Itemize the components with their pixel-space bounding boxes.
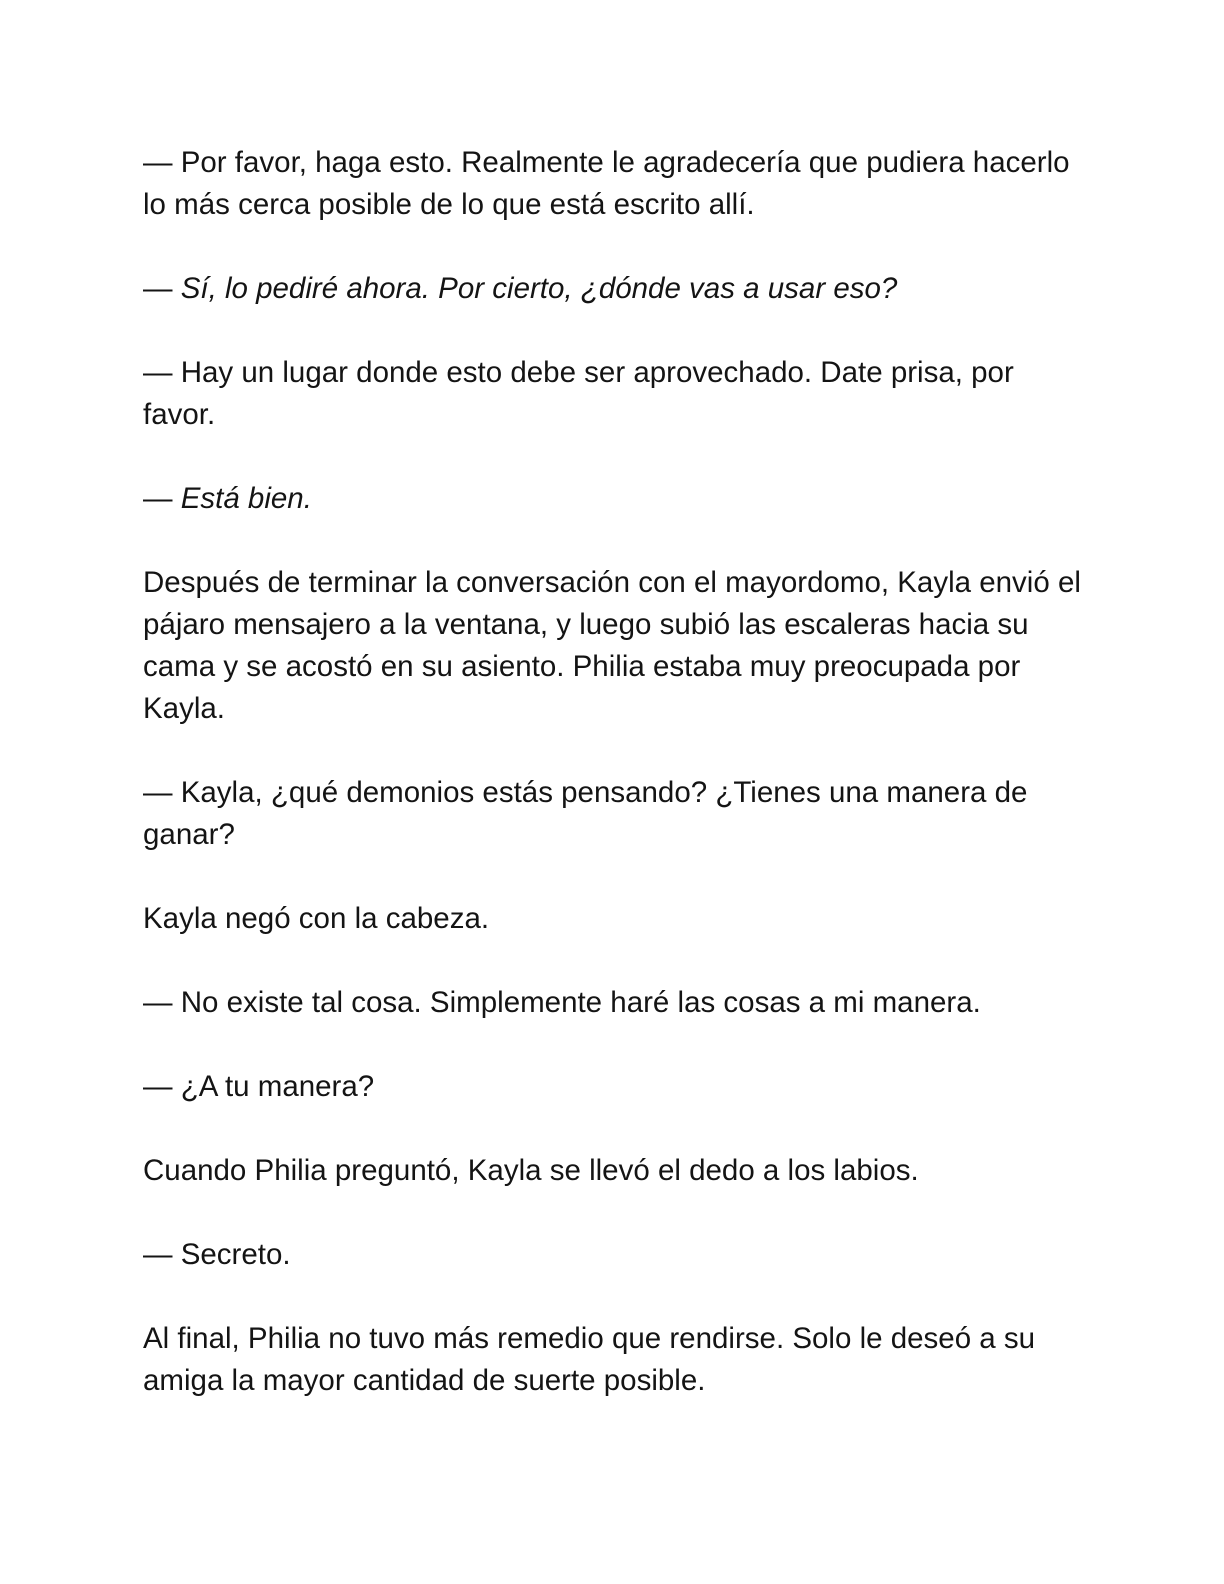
- paragraph-text: No existe tal cosa. Simplemente haré las cosas a mi manera.: [180, 986, 981, 1019]
- paragraph: [143, 562, 1083, 730]
- paragraph-text: Está bien.: [180, 482, 312, 515]
- dialogue-dash: —: [143, 272, 181, 305]
- paragraph-text: Por favor, haga esto. Realmente le agradecería que pudiera hacerlo lo más cerca posible de lo que está escrito allí.: [143, 146, 1070, 221]
- paragraph: [143, 772, 1083, 856]
- paragraph: [143, 1066, 1083, 1108]
- paragraph-text: Hay un lugar donde esto debe ser aprovechado. Date prisa, por favor.: [143, 356, 1014, 431]
- paragraph: [143, 1150, 1083, 1192]
- paragraph-text: Cuando Philia preguntó, Kayla se llevó el dedo a los labios.: [143, 1154, 919, 1187]
- dialogue-dash: —: [143, 986, 181, 1019]
- document-body: [143, 142, 1083, 1444]
- dialogue-dash: —: [143, 356, 181, 389]
- paragraph-text: Kayla negó con la cabeza.: [143, 902, 490, 935]
- paragraph: [143, 1318, 1083, 1402]
- dialogue-dash: —: [143, 482, 181, 515]
- paragraph: [143, 478, 1083, 520]
- paragraph: [143, 142, 1083, 226]
- dialogue-dash: —: [143, 1070, 181, 1103]
- dialogue-dash: —: [143, 1238, 181, 1271]
- paragraph: [143, 898, 1083, 940]
- paragraph-text: Al final, Philia no tuvo más remedio que rendirse. Solo le deseó a su amiga la mayor cantidad de suerte posible.: [143, 1322, 1036, 1397]
- paragraph-text: Sí, lo pediré ahora. Por cierto, ¿dónde vas a usar eso?: [180, 272, 898, 305]
- paragraph: [143, 352, 1083, 436]
- paragraph: [143, 982, 1083, 1024]
- dialogue-dash: —: [143, 776, 181, 809]
- paragraph: [143, 268, 1083, 310]
- paragraph-text: Después de terminar la conversación con el mayordomo, Kayla envió el pájaro mensajero a la ventana, y luego subió las escaleras hacia su cama y se acostó en su asiento. Philia estaba muy preocupada por Kayla.: [143, 566, 1081, 725]
- dialogue-dash: —: [143, 146, 181, 179]
- paragraph: [143, 1234, 1083, 1276]
- paragraph-text: ¿A tu manera?: [180, 1070, 375, 1103]
- paragraph-text: Secreto.: [180, 1238, 291, 1271]
- paragraph-text: Kayla, ¿qué demonios estás pensando? ¿Tienes una manera de ganar?: [143, 776, 1028, 851]
